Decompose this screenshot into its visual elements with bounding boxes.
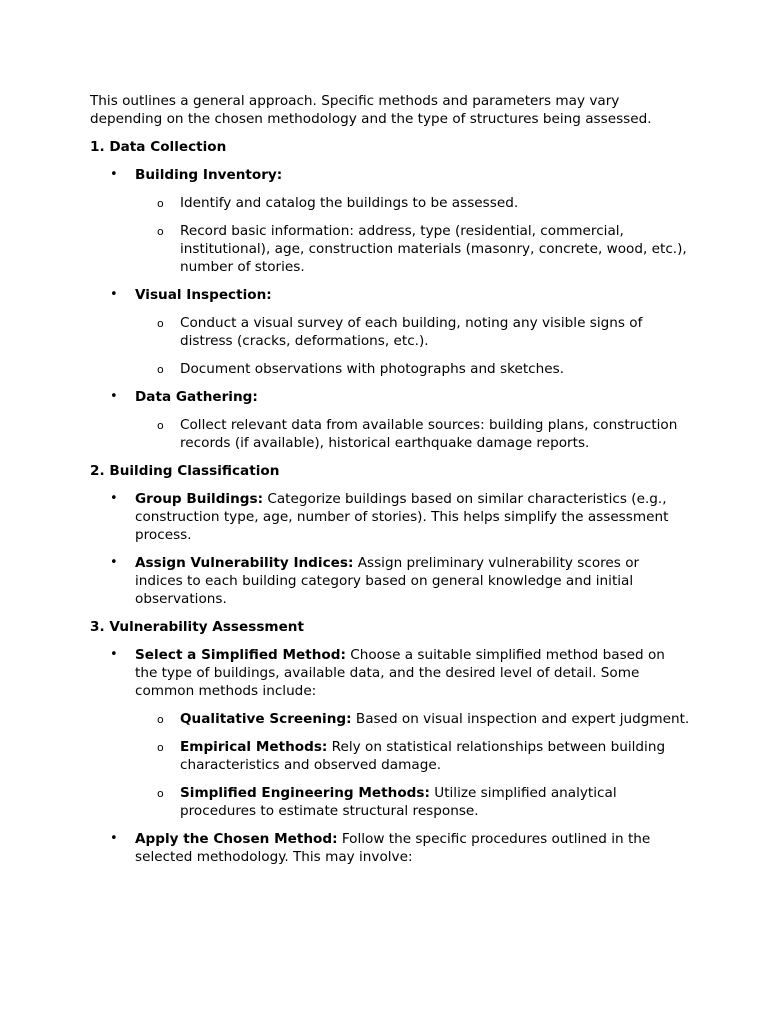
circle-bullet-icon: o (157, 419, 164, 432)
list-item-body: Follow the specific procedures outlined in the selected methodology. This may involve: (135, 831, 651, 865)
bullet-icon: • (110, 555, 118, 570)
list-item-text (135, 166, 690, 184)
bullet-list (90, 646, 690, 866)
sub-list-item (135, 416, 690, 452)
list-item (90, 554, 690, 608)
bullet-icon: • (110, 647, 118, 662)
sub-list (135, 314, 690, 378)
bullet-list (90, 490, 690, 608)
list-item-text (135, 646, 690, 700)
list-item-text (135, 286, 690, 304)
list-item-body: Choose a suitable simplified method based on the type of buildings, available data, and the desired level of detail. Some common methods include: (135, 647, 665, 699)
list-item-text (135, 490, 690, 544)
sub-list-item (135, 314, 690, 350)
circle-bullet-icon: o (157, 787, 164, 800)
bullet-icon: • (110, 167, 118, 182)
sub-item-body: Collect relevant data from available sources: building plans, construction records (if available), historical earthquake damage reports. (180, 417, 678, 451)
sub-item-text (180, 222, 690, 276)
sub-item-body: Utilize simplified analytical procedures to estimate structural response. (180, 785, 617, 819)
sub-item-body: Identify and catalog the buildings to be assessed. (180, 195, 519, 211)
document-page (90, 92, 690, 876)
bullet-icon: • (110, 491, 118, 506)
sub-item-body: Based on visual inspection and expert judgment. (351, 711, 690, 727)
bullet-list (90, 166, 690, 452)
sections-container (90, 138, 690, 866)
sub-list-item (135, 194, 690, 212)
circle-bullet-icon: o (157, 713, 164, 726)
sub-item-text (180, 314, 690, 350)
sub-item-body: Conduct a visual survey of each building, noting any visible signs of distress (cracks, deformations, etc.). (180, 315, 643, 349)
section-heading: 3. Vulnerability Assessment (90, 619, 304, 635)
sub-item-text (180, 360, 690, 378)
sub-item-term: Empirical Methods: (180, 739, 328, 755)
section-heading: 1. Data Collection (90, 139, 227, 155)
list-item-term: Data Gathering: (135, 389, 258, 405)
sub-list (135, 710, 690, 820)
sub-list-item (135, 222, 690, 276)
circle-bullet-icon: o (157, 225, 164, 238)
circle-bullet-icon: o (157, 741, 164, 754)
list-item-term: Select a Simplified Method: (135, 647, 346, 663)
list-item-term: Assign Vulnerability Indices: (135, 555, 354, 571)
sub-item-term: Simplified Engineering Methods: (180, 785, 430, 801)
list-item-text (135, 554, 690, 608)
circle-bullet-icon: o (157, 363, 164, 376)
list-item-text (135, 830, 690, 866)
sub-item-body: Rely on statistical relationships between building characteristics and observed damage. (180, 739, 666, 773)
sub-list-item (135, 360, 690, 378)
sub-list-item (135, 710, 690, 728)
list-item (90, 388, 690, 452)
sub-item-text (180, 416, 690, 452)
list-item-body: Categorize buildings based on similar characteristics (e.g., construction type, age, number of stories). This helps simplify the assessment process. (135, 491, 669, 543)
sub-item-term: Qualitative Screening: (180, 711, 352, 727)
list-item (90, 830, 690, 866)
list-item-body: Assign preliminary vulnerability scores or indices to each building category based on general knowledge and initial observations. (135, 555, 640, 607)
bullet-icon: • (110, 831, 118, 846)
circle-bullet-icon: o (157, 317, 164, 330)
list-item-term: Apply the Chosen Method: (135, 831, 338, 847)
list-item-term: Group Buildings: (135, 491, 264, 507)
circle-bullet-icon: o (157, 197, 164, 210)
list-item (90, 490, 690, 544)
sub-item-body: Document observations with photographs and sketches. (180, 361, 565, 377)
sub-item-text (180, 738, 690, 774)
list-item-term: Building Inventory: (135, 167, 283, 183)
section-heading: 2. Building Classification (90, 463, 280, 479)
sub-list (135, 416, 690, 452)
bullet-icon: • (110, 389, 118, 404)
intro-paragraph: This outlines a general approach. Specific methods and parameters may vary depending on the chosen methodology and the type of structures being assessed. (90, 93, 652, 127)
sub-item-text (180, 784, 690, 820)
sub-list-item (135, 738, 690, 774)
list-item (90, 286, 690, 378)
list-item (90, 166, 690, 276)
list-item (90, 646, 690, 820)
list-item-term: Visual Inspection: (135, 287, 272, 303)
sub-item-body: Record basic information: address, type (residential, commercial, institutional), age, construction materials (masonry, concrete, wood, etc.), number of stories. (180, 223, 687, 275)
sub-list-item (135, 784, 690, 820)
sub-item-text (180, 194, 690, 212)
bullet-icon: • (110, 287, 118, 302)
sub-item-text (180, 710, 690, 728)
sub-list (135, 194, 690, 276)
list-item-text (135, 388, 690, 406)
